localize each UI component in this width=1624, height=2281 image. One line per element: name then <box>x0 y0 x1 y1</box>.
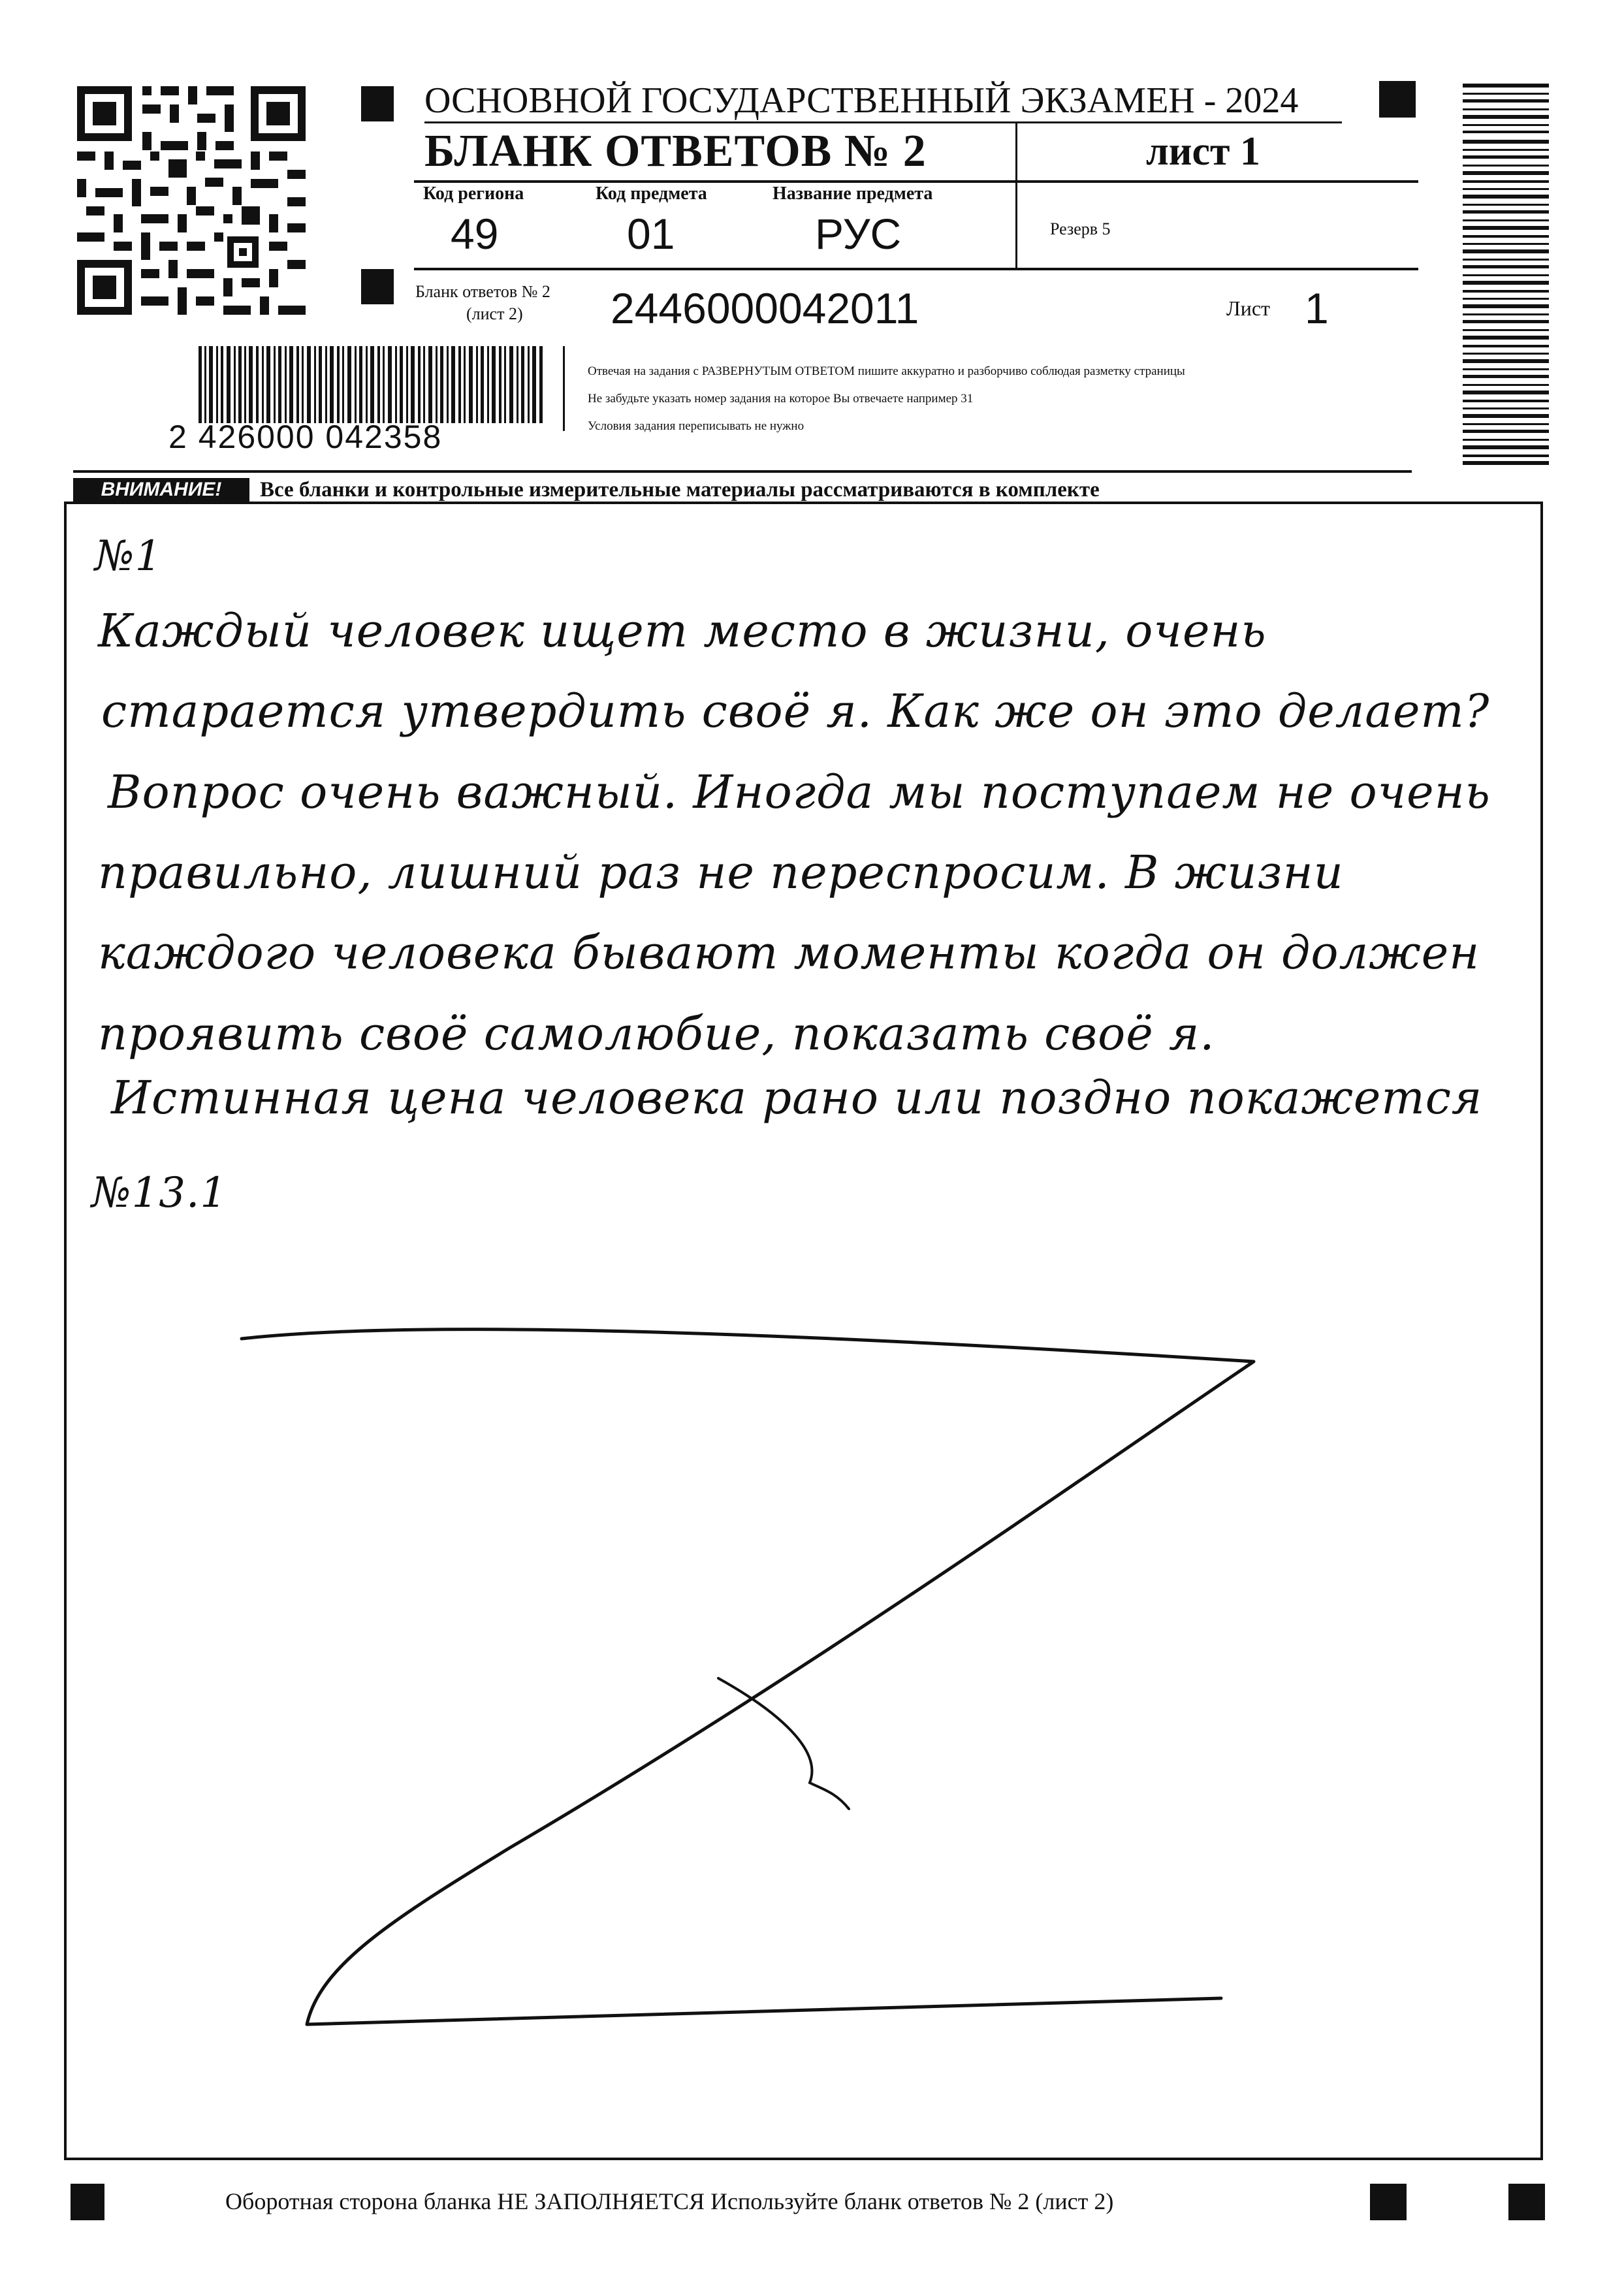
sheet-number: 1 <box>1305 284 1329 332</box>
notice-badge: ВНИМАНИЕ! <box>73 478 249 502</box>
qr-code <box>77 86 306 315</box>
reserve-label: Резерв 5 <box>1050 219 1111 238</box>
sheet-word: Лист <box>1226 296 1271 320</box>
form-ref-label-1: Бланк ответов № 2 <box>415 282 550 301</box>
answer-line-3: Вопрос очень важный. Иногда мы поступаем не очень <box>108 765 1491 819</box>
answer-line-1: Каждый человек ищет место в жизни, очень <box>98 604 1267 658</box>
anchor-square-bottom-right <box>1508 2184 1545 2220</box>
task-1-label: №1 <box>95 532 163 581</box>
barcode-number: 2 426000 042358 <box>168 419 443 455</box>
subject-name-label: Название предмета <box>772 183 933 204</box>
strike-mark <box>222 1306 1280 2044</box>
exam-title: ОСНОВНОЙ ГОСУДАРСТВЕННЫЙ ЭКЗАМЕН - 2024 <box>424 80 1299 121</box>
instructions-divider <box>563 346 565 431</box>
anchor-square-top-left <box>361 86 394 121</box>
answer-line-7: Истинная цена человека рано или поздно покажется <box>111 1071 1483 1125</box>
region-code-value: 49 <box>451 210 499 258</box>
answer-line-5: каждого человека бывают моменты когда он должен <box>98 926 1480 980</box>
form-ref-label-2: (лист 2) <box>466 304 523 323</box>
form-title: БЛАНК ОТВЕТОВ № 2 <box>424 126 927 176</box>
form-number: 2446000042011 <box>611 284 919 332</box>
instruction-line-2: Не забудьте указать номер задания на которое Вы отвечаете например 31 <box>588 392 974 406</box>
header-rule-2 <box>414 268 1418 270</box>
subject-code-value: 01 <box>627 210 675 258</box>
anchor-square-top-right <box>1379 81 1416 118</box>
header-rule-1 <box>414 180 1418 183</box>
anchor-square-bottom-left <box>71 2184 104 2220</box>
anchor-square-mid-left <box>361 269 394 304</box>
footer-text: Оборотная сторона бланка НЕ ЗАПОЛНЯЕТСЯ Используйте бланк ответов № 2 (лист 2) <box>225 2188 1114 2214</box>
answer-line-2: старается утвердить своё я. Как же он это делает? <box>101 684 1490 738</box>
answer-line-6: проявить своё самолюбие, показать своё я. <box>98 1007 1215 1061</box>
notice-top-rule <box>73 470 1412 473</box>
task-2-label: №13.1 <box>91 1169 228 1217</box>
subject-code-label: Код предмета <box>596 183 707 204</box>
anchor-square-bottom-mid <box>1370 2184 1407 2220</box>
title-underline <box>424 121 1342 123</box>
answer-line-4: правильно, лишний раз не переспросим. В жизни <box>98 846 1344 899</box>
subject-name-value: РУС <box>815 210 902 258</box>
instruction-line-3: Условия задания переписывать не нужно <box>588 419 804 433</box>
sheet-label: лист 1 <box>1146 129 1260 174</box>
instruction-line-1: Отвечая на задания с РАЗВЕРНУТЫМ ОТВЕТОМ пишите аккуратно и разборчиво соблюдая разметку страницы <box>588 364 1185 378</box>
notice-text: Все бланки и контрольные измерительные материалы рассматриваются в комплекте <box>260 478 1100 502</box>
barcode <box>196 346 549 424</box>
header-divider <box>1015 123 1017 269</box>
region-code-label: Код региона <box>423 183 524 204</box>
side-barcode <box>1463 84 1549 465</box>
